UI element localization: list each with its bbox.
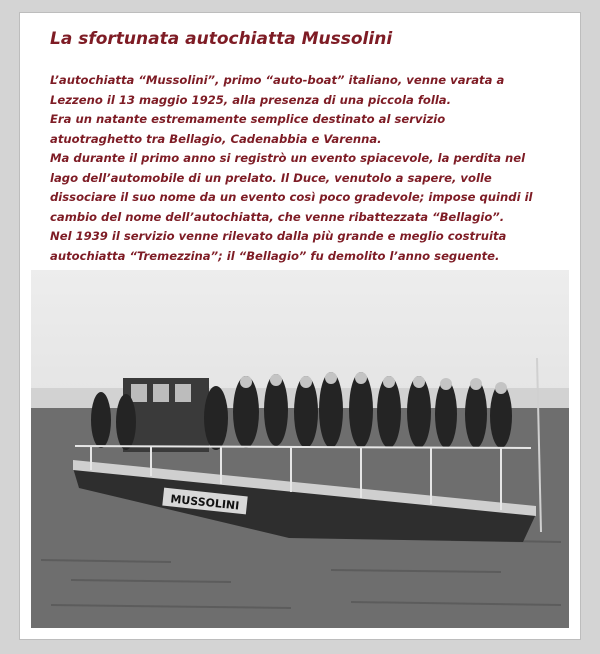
body-line: Lezzeno il 13 maggio 1925, alla presenza di una piccola folla. <box>50 92 452 107</box>
historic-photo <box>31 270 569 628</box>
article-panel <box>19 12 581 640</box>
cabin-window <box>175 384 191 402</box>
body-line: dissociare il suo nome da un evento così poco gradevole; impose quindi il <box>50 190 533 204</box>
body-line: atuotraghetto tra Bellagio, Cadenabbia e Varenna. <box>50 131 382 146</box>
body-line: autochiatta “Tremezzina”; il “Bellagio” fu demolito l’anno seguente. <box>50 248 500 263</box>
article-title: La sfortunata autochiatta Mussolini <box>50 29 393 49</box>
body-line: Ma durante il primo anno si registrò un evento spiacevole, la perdita nel <box>50 151 526 165</box>
hull-name-text: MUSSOLINI <box>169 492 240 513</box>
cabin-window <box>131 384 147 402</box>
body-line: L’autochiatta “Mussolini”, primo “auto-boat” italiano, venne varata a <box>50 73 505 87</box>
cabin-window <box>153 384 169 402</box>
body-line: Era un natante estremamente semplice destinato al servizio <box>50 112 446 126</box>
article-body <box>50 71 570 266</box>
body-line: lago dell’automobile di un prelato. Il Duce, venutolo a sapere, volle <box>50 170 492 185</box>
ferry-illustration <box>31 270 569 628</box>
body-line: cambio del nome dell’autochiatta, che venne ribattezzata “Bellagio”. <box>50 209 505 224</box>
body-line: Nel 1939 il servizio venne rilevato dalla più grande e meglio costruita <box>50 229 507 243</box>
